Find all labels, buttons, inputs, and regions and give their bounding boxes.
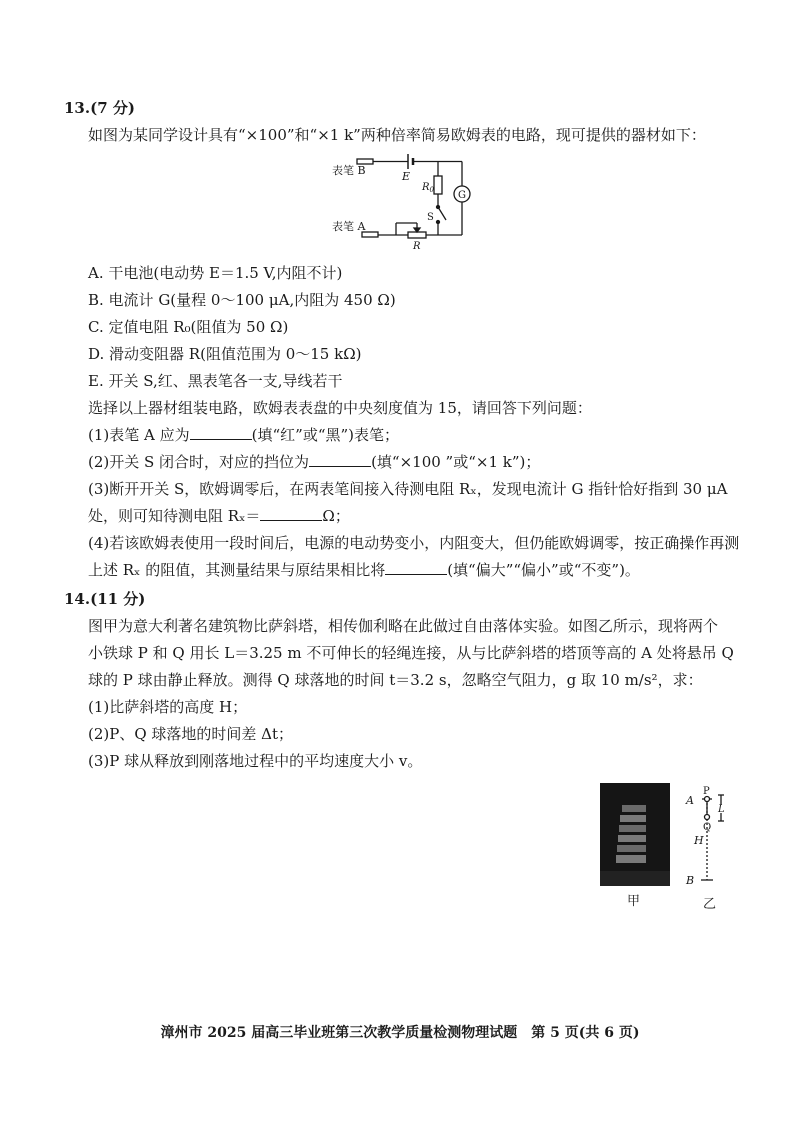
q13-option-b: B. 电流计 G(量程 0～100 μA,内阻为 450 Ω) [88, 291, 396, 309]
r0-resistor-icon [434, 176, 442, 194]
label-a: A [686, 794, 694, 807]
page-footer: 漳州市 2025 届高三毕业班第三次教学质量检测物理试题 第 5 页(共 6 页) [160, 1025, 640, 1041]
q13-part-3-line1: (3)断开开关 S，欧姆调零后，在两表笔间接入待测电阻 Rₓ，发现电流计 G 指针恰好指到 30 μA [88, 480, 728, 498]
q14-header [64, 588, 145, 610]
q13-option-c: C. 定值电阻 R₀(阻值为 50 Ω) [88, 318, 289, 336]
q13-option-e: E. 开关 S,红、黑表笔各一支,导线若干 [88, 372, 343, 390]
q14-text-line-3: 球的 P 球由静止释放。测得 Q 球落地的时间 t＝3.2 s，忽略空气阻力，g 取 10 m/s²，求： [88, 671, 703, 689]
q13-part-4-line1: (4)若该欧姆表使用一段时间后，电源的电动势变小，内阻变大，但仍能欧姆调零，按正确操作再测 [88, 534, 740, 552]
q14-part-3: (3)P 球从释放到刚落地过程中的平均速度大小 v。 [88, 752, 423, 770]
q14-part-1: (1)比萨斜塔的高度 H； [88, 698, 248, 716]
q14-number: 14. [64, 590, 91, 608]
label-q: Q [703, 822, 712, 833]
q13-intro: 如图为某同学设计具有“×100”和“×1 k”两种倍率简易欧姆表的电路，现可提供的器材如下： [88, 126, 706, 144]
label-probe-b: 表笔 B [332, 164, 366, 177]
ball-q-icon [705, 815, 710, 820]
label-b: B [686, 874, 695, 887]
q13-part-1: (1)表笔 A 应为 (填“红”或“黑”)表笔； [88, 426, 400, 444]
q13-prompt: 选择以上器材组装电路，欧姆表表盘的中央刻度值为 15，请回答下列问题： [88, 399, 592, 417]
label-rheostat-r: R [413, 241, 421, 252]
q14-text-line-2: 小铁球 P 和 Q 用长 L＝3.25 m 不可伸长的轻绳连接，从与比萨斜塔的塔顶等高的 A 处将悬吊 Q [88, 644, 734, 662]
leaning-tower-photo [600, 783, 670, 886]
caption-jia: 甲 [627, 894, 641, 909]
answer-blank-3[interactable] [260, 506, 322, 521]
tower-icon [616, 805, 646, 863]
label-battery-e: E [402, 170, 411, 183]
q13-option-a: A. 干电池(电动势 E＝1.5 V,内阻不计) [88, 264, 343, 282]
drop-diagram [680, 783, 740, 893]
q13-header [64, 97, 135, 119]
switch-s-icon [438, 207, 446, 220]
ohmmeter-circuit-diagram [332, 150, 480, 252]
q14-score: (11 分) [90, 590, 146, 608]
q13-part-4-line2: 上述 Rₓ 的阻值，其测量结果与原结果相比将 (填“偏大”“偏小”或“不变”)。 [88, 561, 640, 579]
label-l: L [718, 804, 725, 815]
q13-score: (7 分) [90, 99, 135, 117]
label-p: P [703, 786, 710, 797]
label-r0: $R_0$ [422, 182, 434, 194]
q13-part-2: (2)开关 S 闭合时，对应的挡位为 (填“×100 ”或“×1 k”)； [88, 453, 541, 471]
label-probe-a: 表笔 A [332, 220, 366, 233]
q14-text-line-1: 图甲为意大利著名建筑物比萨斜塔，相传伽利略在此做过自由落体实验。如图乙所示，现将两个 [88, 617, 719, 635]
answer-blank-2[interactable] [309, 452, 371, 467]
answer-blank-4[interactable] [385, 560, 447, 575]
q13-part-3-line2: 处，则可知待测电阻 Rₓ＝ Ω； [88, 507, 350, 525]
q13-option-d: D. 滑动变阻器 R(阻值范围为 0～15 kΩ) [88, 345, 362, 363]
answer-blank-1[interactable] [190, 425, 252, 440]
label-switch-s: S [427, 212, 434, 223]
label-h: H [694, 834, 704, 847]
ball-p-icon [705, 797, 710, 802]
q14-part-2: (2)P、Q 球落地的时间差 Δt； [88, 725, 294, 743]
label-galvanometer-g: G [458, 190, 466, 201]
caption-yi: 乙 [703, 897, 717, 912]
q13-number: 13. [64, 99, 91, 117]
